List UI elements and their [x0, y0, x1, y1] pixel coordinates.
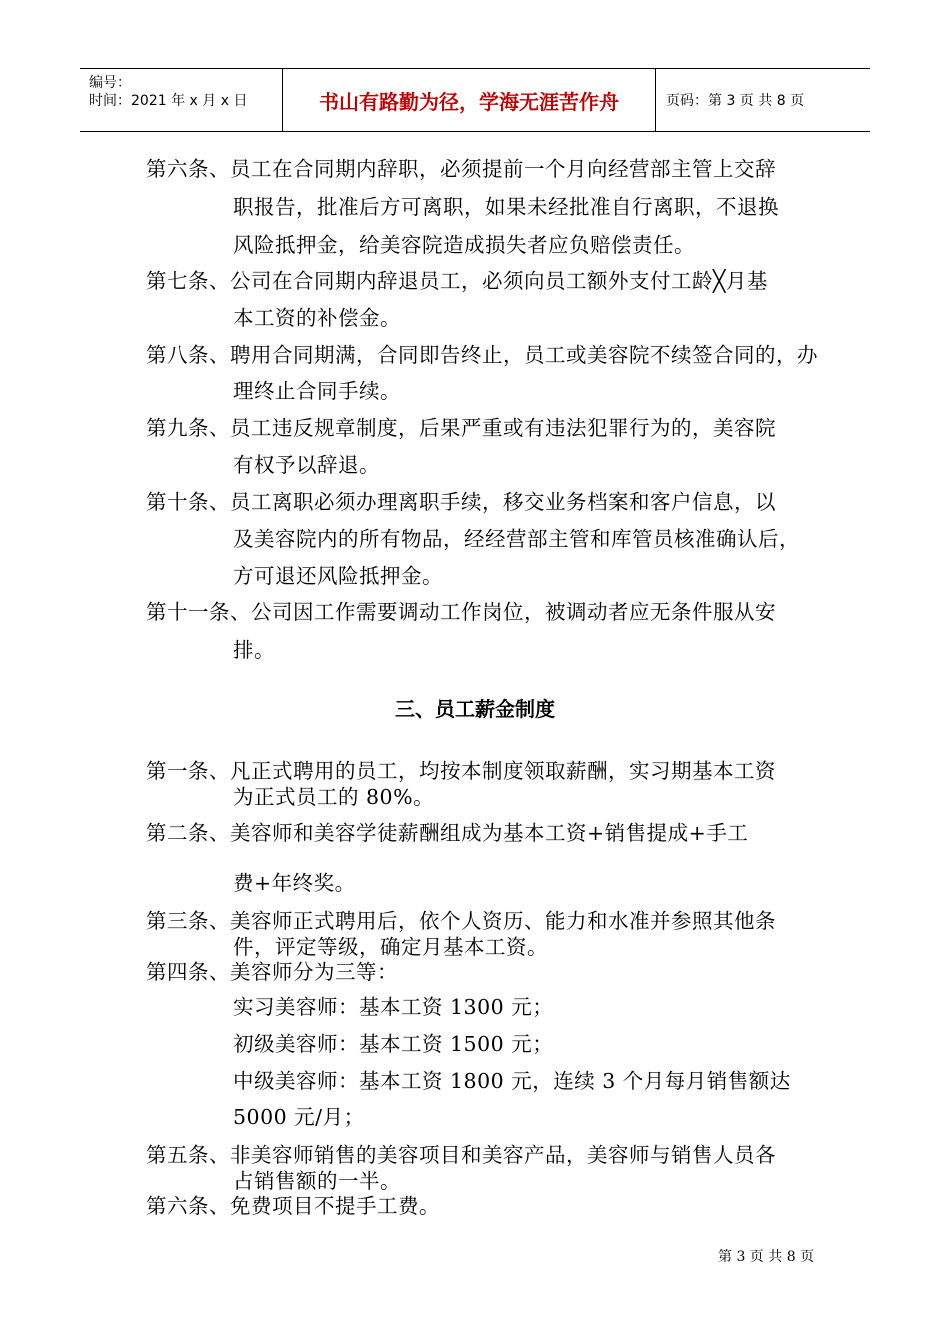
paragraph-line: 第十条、员工离职必须办理离职手续，移交业务档案和客户信息，以 [146, 490, 776, 514]
paragraph-line: 实习美容师：基本工资 1300 元； [233, 995, 554, 1019]
paragraph-line: 费+年终奖。 [233, 871, 356, 895]
header-page-info: 页码：第 3 页 共 8 页 [666, 93, 805, 109]
paragraph-line: 第四条、美容师分为三等： [146, 960, 398, 984]
paragraph-line: 有权予以辞退。 [233, 453, 380, 477]
paragraph-line: 第五条、非美容师销售的美容项目和美容产品，美容师与销售人员各 [146, 1143, 776, 1167]
paragraph-line: 第二条、美容师和美容学徒薪酬组成为基本工资+销售提成+手工 [146, 821, 749, 845]
paragraph-line: 第十一条、公司因工作需要调动工作岗位，被调动者应无条件服从安 [146, 600, 776, 624]
paragraph-line: 件，评定等级，确定月基本工资。 [233, 935, 548, 959]
paragraph-line: 理终止合同手续。 [233, 379, 401, 403]
paragraph-line: 职报告，批准后方可离职，如果未经批准自行离职，不退换 [233, 195, 779, 219]
paragraph-line: 风险抵押金，给美容院造成损失者应负赔偿责任。 [233, 233, 695, 257]
paragraph-line: 占销售额的一半。 [233, 1169, 401, 1193]
paragraph-line: 为正式员工的 80%。 [233, 785, 435, 809]
paragraph-line: 初级美容师：基本工资 1500 元； [233, 1032, 554, 1056]
header-meta [80, 69, 280, 131]
paragraph-line: 第八条、聘用合同期满，合同即告终止，员工或美容院不续签合同的，办 [146, 343, 818, 367]
page-header [80, 68, 870, 132]
paragraph-line: 第六条、免费项目不提手工费。 [146, 1194, 440, 1218]
paragraph-line: 及美容院内的所有物品，经经营部主管和库管员核准确认后， [233, 527, 800, 551]
paragraph-line: 第一条、凡正式聘用的员工，均按本制度领取薪酬，实习期基本工资 [146, 759, 776, 783]
paragraph-line: 第七条、公司在合同期内辞退员工，必须向员工额外支付工龄╳月基 [146, 269, 768, 293]
header-motto: 书山有路勤为径，学海无涯苦作舟 [282, 69, 656, 131]
page-footer: 第 3 页 共 8 页 [718, 1249, 815, 1265]
section-title: 三、员工薪金制度 [395, 697, 555, 721]
paragraph-line: 本工资的补偿金。 [233, 306, 401, 330]
paragraph-line: 5000 元/月； [233, 1105, 365, 1129]
paragraph-line: 第六条、员工在合同期内辞职，必须提前一个月向经营部主管上交辞 [146, 157, 776, 181]
paragraph-line: 第三条、美容师正式聘用后，依个人资历、能力和水准并参照其他条 [146, 909, 776, 933]
paragraph-line: 第九条、员工违反规章制度，后果严重或有违法犯罪行为的，美容院 [146, 416, 776, 440]
paragraph-line: 方可退还风险抵押金。 [233, 564, 443, 588]
time-label: 时间：2021 年 x 月 x 日 [89, 93, 248, 109]
paragraph-line: 排。 [233, 638, 275, 662]
number-label: 编号： [89, 75, 131, 91]
paragraph-line: 中级美容师：基本工资 1800 元，连续 3 个月每月销售额达 [233, 1069, 791, 1093]
